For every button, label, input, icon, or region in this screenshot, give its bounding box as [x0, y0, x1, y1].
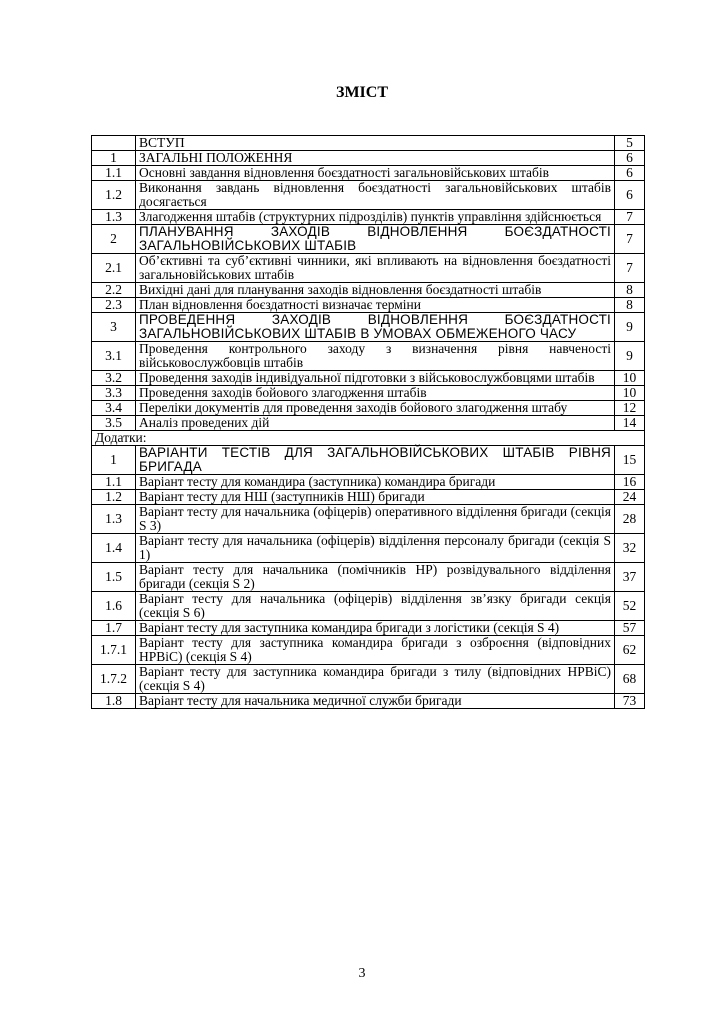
toc-row: [92, 313, 645, 342]
toc-row-page: 7: [615, 254, 645, 283]
toc-row: [92, 694, 645, 709]
toc-row-page: 6: [615, 166, 645, 181]
toc-row: [92, 534, 645, 563]
toc-row-title: Варіант тесту для заступника командира бригади з логістики (секція S 4): [136, 621, 615, 636]
toc-row-page: 15: [615, 446, 645, 475]
toc-row-number: 1: [92, 151, 136, 166]
toc-row-number: 1.7.1: [92, 636, 136, 665]
toc-row: [92, 621, 645, 636]
toc-row: [92, 636, 645, 665]
toc-row-number: 1.8: [92, 694, 136, 709]
toc-row-page: 73: [615, 694, 645, 709]
toc-row-page: 8: [615, 283, 645, 298]
toc-row-title: Вихідні дані для планування заходів відновлення боєздатності штабів: [136, 283, 615, 298]
toc-row-title: Варіант тесту для начальника (офіцерів) оперативного відділення бригади (секція S 3): [136, 505, 615, 534]
toc-row-title: Основні завдання відновлення боєздатності загальновійськових штабів: [136, 166, 615, 181]
toc-row-page: 32: [615, 534, 645, 563]
toc-row: [92, 254, 645, 283]
toc-row-title: Аналіз проведених дій: [136, 416, 615, 431]
toc-row-number: 3.3: [92, 386, 136, 401]
toc-row-number: [92, 136, 136, 151]
toc-row-page: 10: [615, 371, 645, 386]
toc-row-title: Проведення заходів бойового злагодження штабів: [136, 386, 615, 401]
toc-row: [92, 475, 645, 490]
toc-row: [92, 446, 645, 475]
toc-row-page: 9: [615, 342, 645, 371]
toc-row-page: 57: [615, 621, 645, 636]
toc-row-page: 10: [615, 386, 645, 401]
toc-row: [92, 401, 645, 416]
toc-row-page: 37: [615, 563, 645, 592]
toc-row-number: 1: [92, 446, 136, 475]
toc-row-title: Варіант тесту для начальника (помічників НР) розвідувального відділення бригади (секція S 2): [136, 563, 615, 592]
toc-row-title: Варіант тесту для начальника (офіцерів) відділення зв’язку бригади секція (секція S 6): [136, 592, 615, 621]
toc-row: [92, 166, 645, 181]
toc-row-title: ВАРІАНТИ ТЕСТІВ ДЛЯ ЗАГАЛЬНОВІЙСЬКОВИХ ШТАБІВ РІВНЯ БРИГАДА: [136, 446, 615, 475]
toc-row: [92, 151, 645, 166]
toc-row-number: 1.1: [92, 475, 136, 490]
toc-row-number: 2.3: [92, 298, 136, 313]
toc-row-title: Проведення контрольного заходу з визначення рівня навченості військовослужбовців штабів: [136, 342, 615, 371]
toc-row-number: 1.3: [92, 210, 136, 225]
toc-row-title: Варіант тесту для НШ (заступників НШ) бригади: [136, 490, 615, 505]
appendix-label: Додатки:: [92, 431, 645, 446]
toc-row-number: 1.1: [92, 166, 136, 181]
toc-row-number: 1.7: [92, 621, 136, 636]
toc-row-title: Варіант тесту для начальника медичної служби бригади: [136, 694, 615, 709]
toc-row-title: Варіант тесту для командира (заступника) командира бригади: [136, 475, 615, 490]
toc-row: [92, 386, 645, 401]
toc-row-title: Варіант тесту для заступника командира бригади з озброєння (відповідних НРВіС) (секція S 4): [136, 636, 615, 665]
toc-row-number: 1.4: [92, 534, 136, 563]
toc-row: [92, 665, 645, 694]
toc-row: [92, 371, 645, 386]
toc-row-title: Об’єктивні та суб’єктивні чинники, які впливають на відновлення боєздатності загальновійськових штабів: [136, 254, 615, 283]
toc-row-page: 9: [615, 313, 645, 342]
toc-row-number: 2.1: [92, 254, 136, 283]
toc-row-title: Переліки документів для проведення заходів бойового злагодження штабу: [136, 401, 615, 416]
toc-row: [92, 563, 645, 592]
toc-row-page: 14: [615, 416, 645, 431]
toc-row-page: 5: [615, 136, 645, 151]
toc-row: [92, 136, 645, 151]
toc-row-number: 3.4: [92, 401, 136, 416]
toc-row: [92, 592, 645, 621]
toc-row-title: ЗАГАЛЬНІ ПОЛОЖЕННЯ: [136, 151, 615, 166]
toc-row-number: 2: [92, 225, 136, 254]
toc-row-page: 7: [615, 225, 645, 254]
toc-row-page: 16: [615, 475, 645, 490]
toc-row-title: Варіант тесту для начальника (офіцерів) відділення персоналу бригади (секція S 1): [136, 534, 615, 563]
toc-row-title: Варіант тесту для заступника командира бригади з тилу (відповідних НРВіС) (секція S 4): [136, 665, 615, 694]
toc-row-title: ПЛАНУВАННЯ ЗАХОДІВ ВІДНОВЛЕННЯ БОЄЗДАТНОСТІ ЗАГАЛЬНОВІЙСЬКОВИХ ШТАБІВ: [136, 225, 615, 254]
toc-row-page: 62: [615, 636, 645, 665]
toc-row-number: 2.2: [92, 283, 136, 298]
toc-row-number: 3: [92, 313, 136, 342]
toc-row: [92, 505, 645, 534]
toc-row: [92, 416, 645, 431]
appendix-header-row: [92, 431, 645, 446]
toc-row-page: 68: [615, 665, 645, 694]
toc-row-number: 3.1: [92, 342, 136, 371]
toc-row-number: 3.2: [92, 371, 136, 386]
toc-row-number: 3.5: [92, 416, 136, 431]
toc-row-page: 7: [615, 210, 645, 225]
page-title: ЗМІСТ: [336, 84, 388, 101]
toc-row: [92, 342, 645, 371]
toc-row-number: 1.6: [92, 592, 136, 621]
toc-row: [92, 225, 645, 254]
toc-row-title: ВСТУП: [136, 136, 615, 151]
toc-row-page: 24: [615, 490, 645, 505]
toc-row-number: 1.5: [92, 563, 136, 592]
toc-row-page: 28: [615, 505, 645, 534]
toc-row-title: Проведення заходів індивідуальної підготовки з військовослужбовцями штабів: [136, 371, 615, 386]
toc-row: [92, 283, 645, 298]
toc-row-number: 1.2: [92, 181, 136, 210]
toc-body: [92, 136, 645, 709]
toc-row-page: 12: [615, 401, 645, 416]
toc-row-title: Виконання завдань відновлення боєздатності загальновійськових штабів досягається: [136, 181, 615, 210]
toc-row-number: 1.2: [92, 490, 136, 505]
toc-table: [91, 135, 645, 709]
toc-row-number: 1.3: [92, 505, 136, 534]
toc-row: [92, 490, 645, 505]
toc-row-title: План відновлення боєздатності визначає терміни: [136, 298, 615, 313]
toc-row: [92, 181, 645, 210]
toc-row-page: 6: [615, 181, 645, 210]
toc-row: [92, 298, 645, 313]
toc-row-page: 52: [615, 592, 645, 621]
toc-row-page: 6: [615, 151, 645, 166]
toc-row: [92, 210, 645, 225]
toc-row-page: 8: [615, 298, 645, 313]
page-number: 3: [358, 966, 366, 981]
toc-row-number: 1.7.2: [92, 665, 136, 694]
toc-row-title: Злагодження штабів (структурних підрозділів) пунктів управління здійснюється: [136, 210, 615, 225]
toc-row-title: ПРОВЕДЕННЯ ЗАХОДІВ ВІДНОВЛЕННЯ БОЄЗДАТНОСТІ ЗАГАЛЬНОВІЙСЬКОВИХ ШТАБІВ В УМОВАХ ОБМЕЖЕНОГО ЧАСУ: [136, 313, 615, 342]
